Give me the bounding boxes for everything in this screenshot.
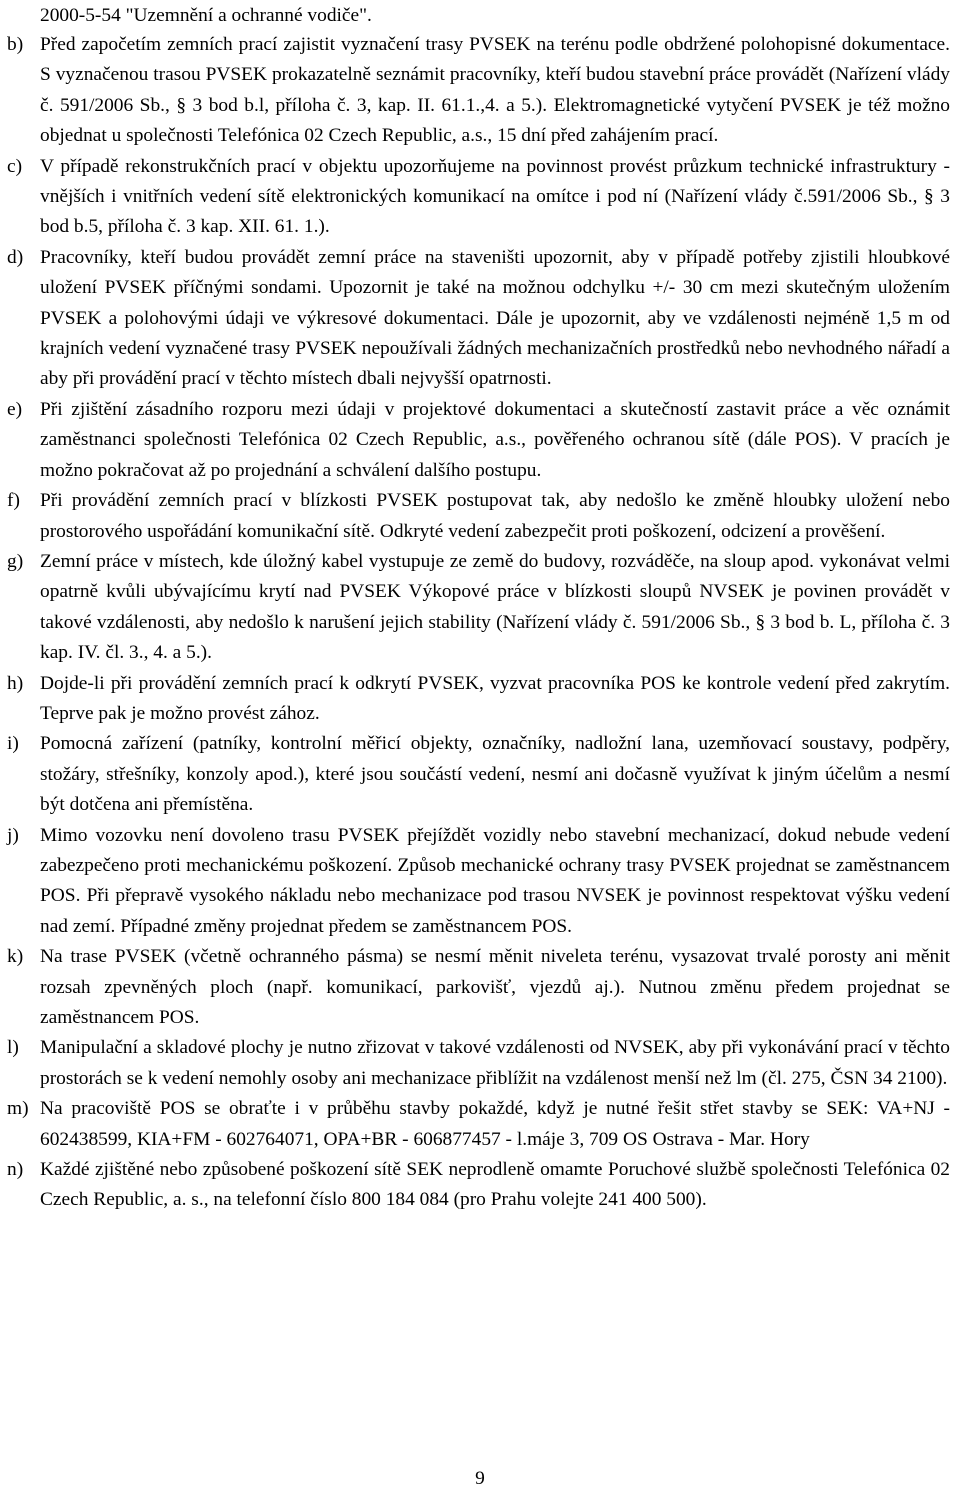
list-item [0,152,960,243]
item-label: k) [7,946,24,968]
list-item [0,1033,960,1094]
item-label: e) [7,398,23,420]
item-text: Na pracoviště POS se obraťte i v průběhu stavby pokaždé, když je nutné řešit střet stavby se SEK: VA+NJ - 602438599, KIA+FM - 602764071, OPA+BR - 606877457 - l.máje 3, 709 OS Ostrava - Mar. Hory [40,1098,950,1150]
item-text: Zemní práce v místech, kde úložný kabel vystupuje ze země do budovy, rozváděče, na sloup apod. vykonávat velmi opatrně kvůli ubývajícímu krytí nad PVSEK Výkopové práce v blízkosti sloupů NVSEK je povinen provádět v takové vzdálenosti, aby nedošlo k narušení jejich stability (Nařízení vlády č. 591/2006 Sb., § 3 bod b. L, příloha č. 3 kap. IV. čl. 3., 4. a 5.). [40,550,950,664]
item-label: n) [7,1159,24,1181]
item-label: l) [7,1037,19,1059]
item-label: b) [7,34,24,55]
item-list [0,30,960,1216]
item-text: Před započetím zemních prací zajistit vyznačení trasy PVSEK na terénu podle obdržené polohopisné dokumentace. S vyznačenou trasou PVSEK prokazatelně seznámit pracovníky, kteří budou stavební práce provádět (Nařízení vlády č. 591/2006 Sb., § 3 bod b.l, příloha č. 3, kap. II. 61.1.,4. a 5.). Elektromagnetické vytyčení PVSEK je též možno objednat u společnosti Telefónica 02 Czech Republic, a.s., 15 dní před zahájením prací. [40,34,950,147]
list-item [0,821,960,943]
item-text: V případě rekonstrukčních prací v objektu upozorňujeme na povinnost provést průzkum technické infrastruktury - vnějších i vnitřních vedení sítě elektronických komunikací na omítce i pod ní (Nařízení vlády č.591/2006 Sb., § 3 bod b.5, příloha č. 3 kap. XII. 61. 1.). [40,155,950,238]
list-item [0,1155,960,1216]
page-number: 9 [475,1468,485,1489]
list-item [0,942,960,1033]
item-text: Mimo vozovku není dovoleno trasu PVSEK přejíždět vozidly nebo stavební mechanizací, dokud nebude vedení zabezpečeno proti mechanickému poškození. Způsob mechanické ochrany trasy PVSEK projednat se zaměstnancem POS. Při přepravě vysokého nákladu nebo mechanizace pod trasou NVSEK je povinnost respektovat výšku vedení nad zemí. Případné změny projednat předem se zaměstnancem POS. [40,824,950,937]
item-label: m) [7,1098,29,1120]
item-label: g) [7,550,24,572]
list-item [0,486,960,547]
list-item [0,547,960,669]
item-label: j) [7,824,19,846]
item-label: h) [7,672,24,694]
item-text: Každé zjištěné nebo způsobené poškození sítě SEK neprodleně omamte Poruchové službě společnosti Telefónica 02 Czech Republic, a. s., na telefonní číslo 800 184 084 (pro Prahu volejte 241 400 500). [40,1159,950,1211]
item-text: Pracovníky, kteří budou provádět zemní práce na staveništi upozornit, aby v případě potřeby zjistili hloubkové uložení PVSEK příčnými sondami. Upozornit je také na možnou odchylku +/- 30 cm mezi skutečným uložením PVSEK a polohovými údaji ve výkresové dokumentaci. Dále je upozornit, aby ve vzdálenosti nejméně 1,5 m od krajních vedení vyznačené trasy PVSEK nepoužívali žádných mechanizačních prostředků nebo nevhodného nářadí a aby při provádění prací v těchto místech dbali nejvyšší opatrnosti. [40,246,950,390]
item-text: Při zjištění zásadního rozporu mezi údaji v projektové dokumentaci a skutečností zastavit práce a věc oznámit zaměstnanci společnosti Telefónica 02 Czech Republic, a.s., pověřeného ochranou sítě (dále POS). V pracích je možno pokračovat až po projednání a schválení dalšího postupu. [40,398,950,481]
list-item [0,30,960,152]
item-text: Na trase PVSEK (včetně ochranného pásma) se nesmí měnit niveleta terénu, vysazovat trvalé porosty ani měnit rozsah zpevněných ploch (např. komunikací, parkovišť, vjezdů aj.). Nutnou změnu předem projednat se zaměstnancem POS. [40,946,950,1028]
list-item [0,729,960,820]
item-label: d) [7,246,24,268]
item-label: c) [7,155,23,177]
item-label: f) [7,490,20,512]
item-label: i) [7,733,19,755]
item-text: Pomocná zařízení (patníky, kontrolní měřicí objekty, označníky, nadložní lana, uzemňovací soustavy, podpěry, stožáry, střešníky, konzoly apod.), které jsou součástí vedení, nesmí ani dočasně využívat k jiným účelům a nesmí být dotčena ani přemístěna. [40,733,950,816]
list-item [0,669,960,730]
item-text: Dojde-li při provádění zemních prací k odkrytí PVSEK, vyzvat pracovníka POS ke kontrole vedení před zakrytím. Teprve pak je možno provést zához. [40,672,950,724]
list-item [0,395,960,486]
list-item [0,1094,960,1155]
lead-line: 2000-5-54 "Uzemnění a ochranné vodiče". [40,5,372,26]
list-item [0,243,960,395]
item-text: Při provádění zemních prací v blízkosti PVSEK postupovat tak, aby nedošlo ke změně hloubky uložení nebo prostorového uspořádání komunikační sítě. Odkryté vedení zabezpečit proti poškození, odcizení a prověšení. [40,490,950,542]
item-text: Manipulační a skladové plochy je nutno zřizovat v takové vzdálenosti od NVSEK, aby při vykonávání prací v těchto prostorách se k vedení nemohly osoby ani mechanizace přiblížit na vzdálenost menší než lm (čl. 275, ČSN 34 2100). [40,1037,950,1089]
